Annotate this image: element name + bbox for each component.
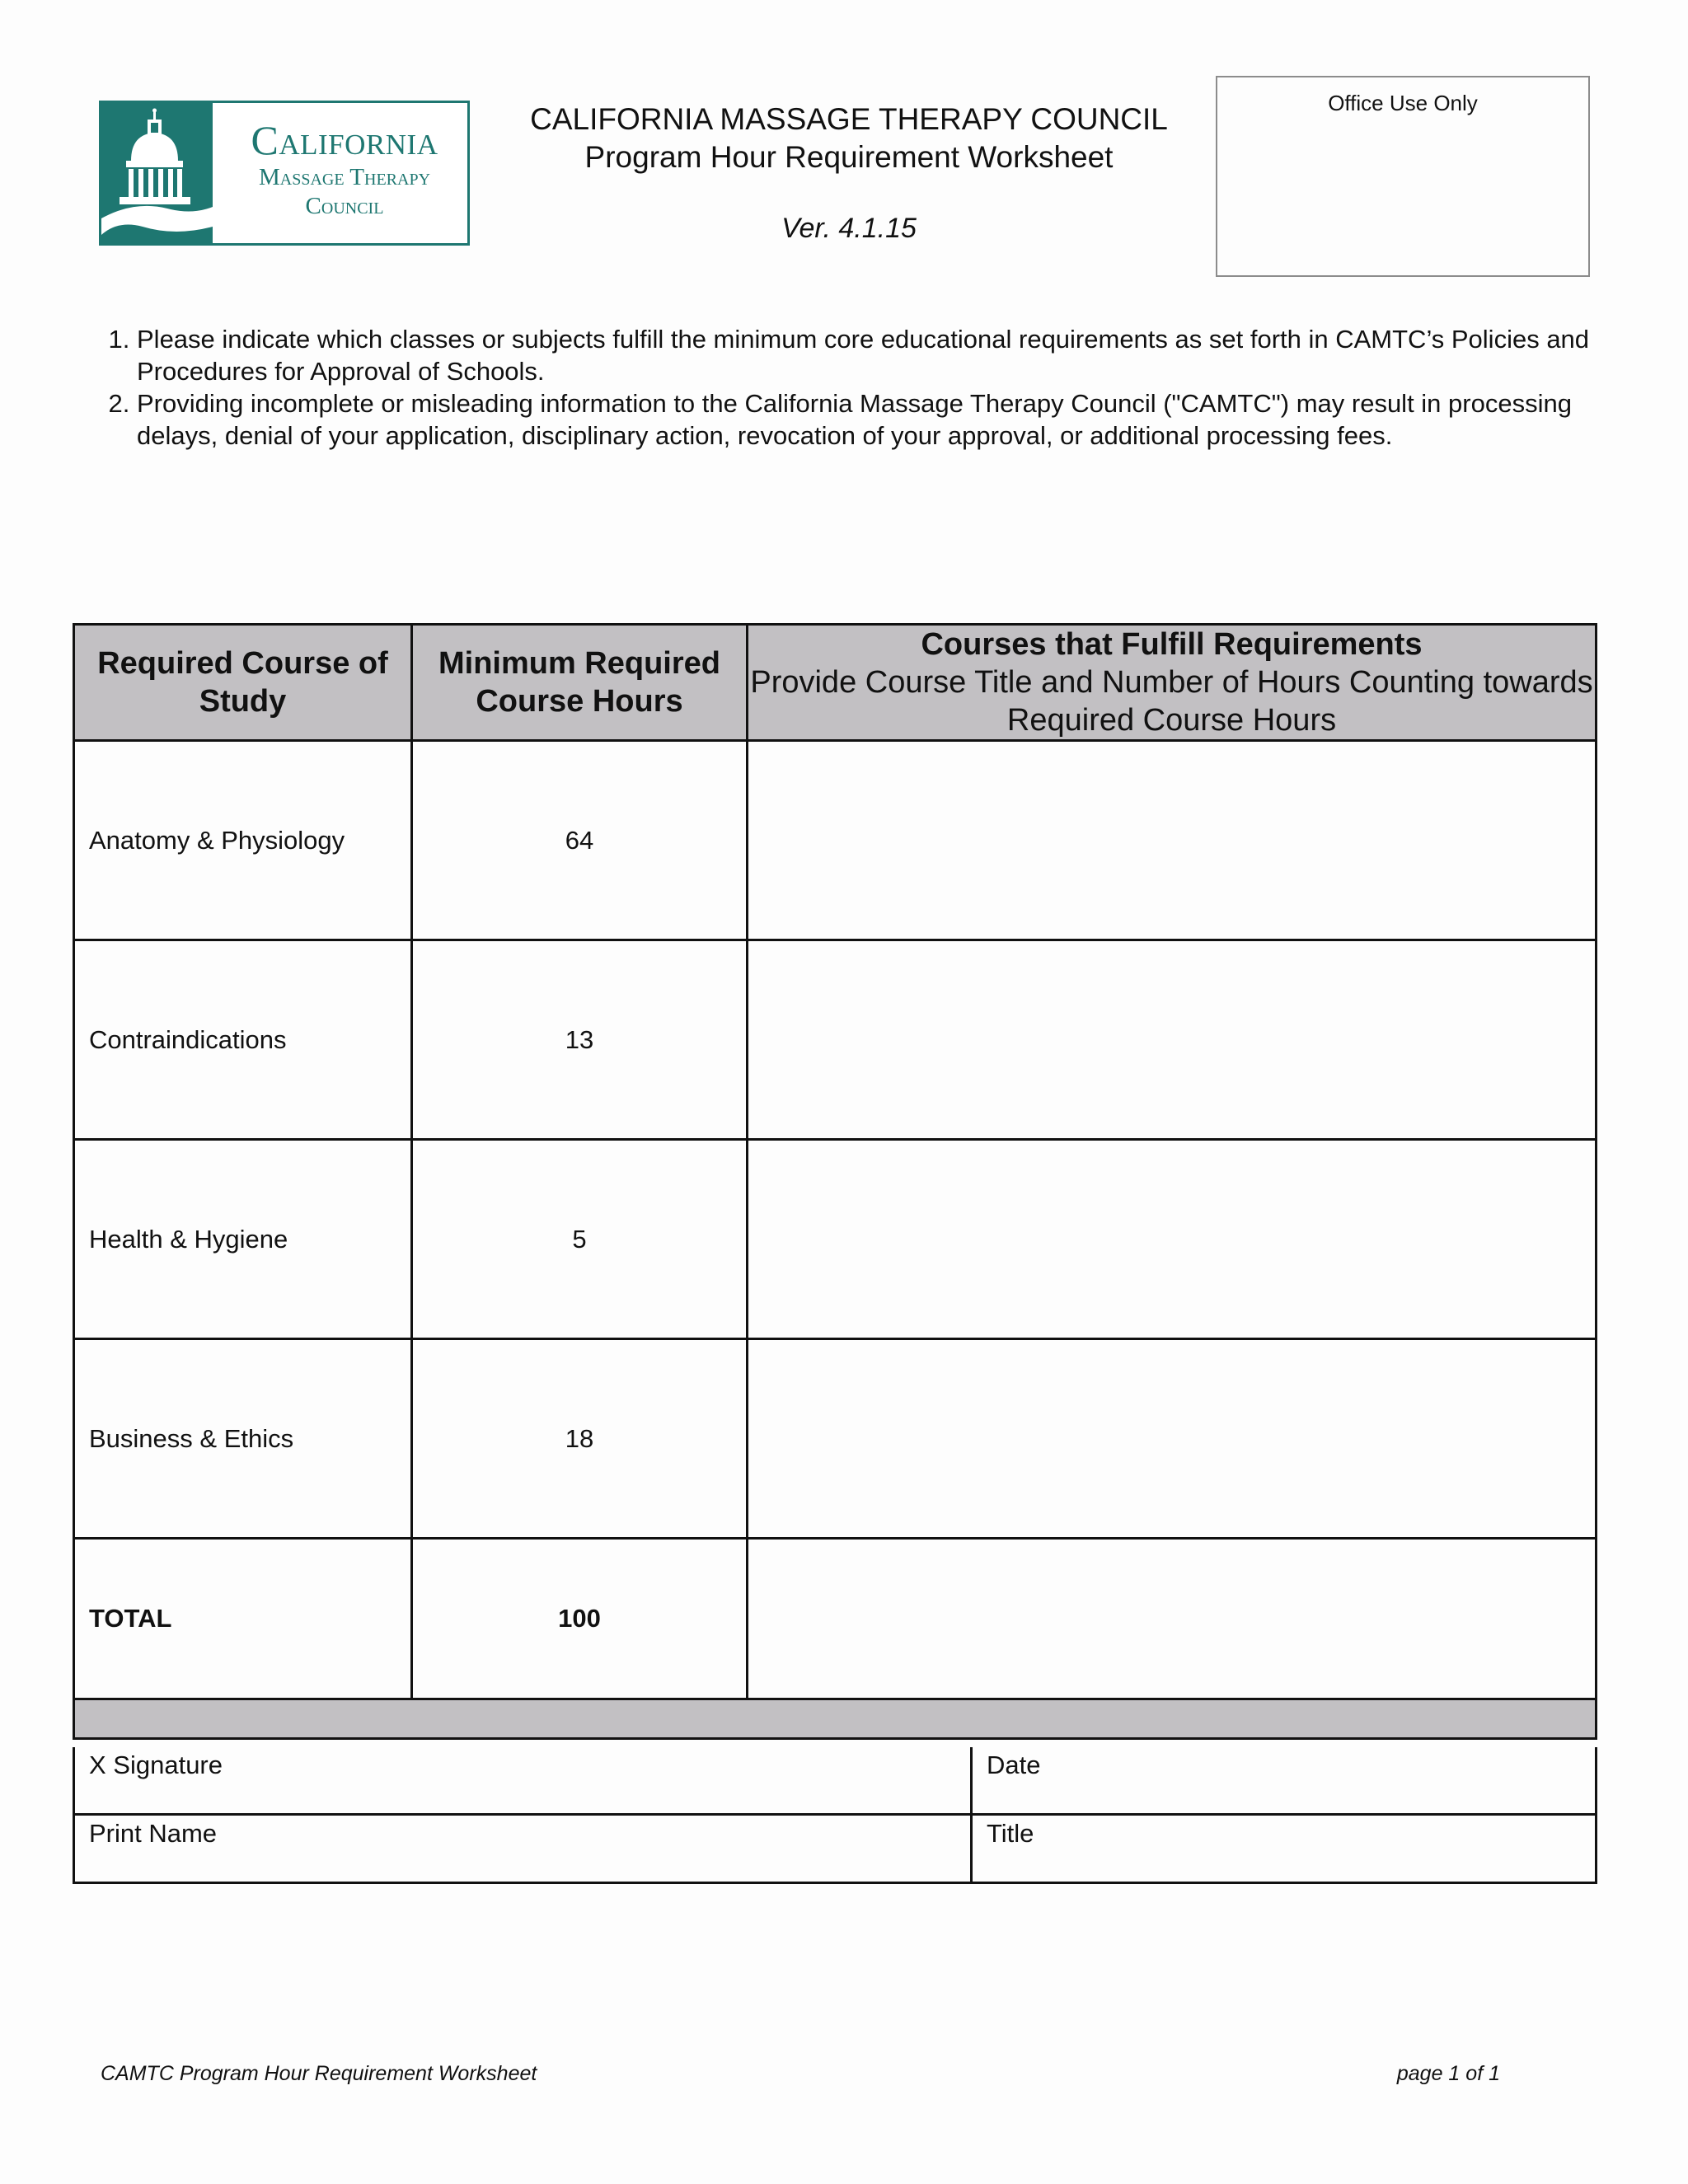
- header-required-course: Required Course of Study: [74, 625, 412, 741]
- title-field[interactable]: [972, 1815, 1597, 1883]
- fulfill-courses-field[interactable]: [748, 1140, 1597, 1339]
- total-hours: 100: [412, 1539, 748, 1699]
- office-use-only-box: [1216, 76, 1590, 277]
- table-row: [74, 1140, 1597, 1339]
- logo-wordmark: [221, 117, 468, 219]
- version-label: Ver. 4.1.15: [781, 213, 917, 244]
- document-header: [486, 101, 1212, 245]
- requirements-table: [73, 623, 1597, 1740]
- signature-label: X Signature: [89, 1750, 223, 1779]
- date-label: Date: [987, 1750, 1041, 1779]
- table-row: [74, 741, 1597, 940]
- separator-band: [74, 1699, 1597, 1739]
- table-row: [74, 940, 1597, 1140]
- header-courses-fulfill-title: Courses that Fulfill Requirements: [921, 627, 1423, 662]
- header-courses-fulfill: [748, 625, 1597, 741]
- print-name-field[interactable]: [74, 1815, 972, 1883]
- title-label: Title: [987, 1819, 1034, 1848]
- total-fulfill-field[interactable]: [748, 1539, 1597, 1699]
- signature-row: [74, 1747, 1597, 1815]
- fulfill-courses-field[interactable]: [748, 1339, 1597, 1539]
- total-label: TOTAL: [74, 1539, 412, 1699]
- signature-table: [73, 1747, 1597, 1884]
- header-minimum-hours: Minimum Required Course Hours: [412, 625, 748, 741]
- course-name-cell: Business & Ethics: [74, 1339, 412, 1539]
- instruction-item: 2. Providing incomplete or misleading information to the California Massage Therapy Council ("CAMTC") may result in processing delays, denial of your application, disciplinary action, revocation of your approval, or additional processing fees.: [137, 387, 1620, 452]
- total-row: [74, 1539, 1597, 1699]
- instructions-list: [97, 323, 1620, 452]
- signature-field[interactable]: [74, 1747, 972, 1815]
- course-hours-cell: 13: [412, 940, 748, 1140]
- course-hours-cell: 64: [412, 741, 748, 940]
- separator-band-cell: [74, 1699, 1597, 1739]
- logo-line-council: Council: [305, 193, 384, 219]
- course-name-cell: Health & Hygiene: [74, 1140, 412, 1339]
- course-name-cell: Anatomy & Physiology: [74, 741, 412, 940]
- header-courses-fulfill-subtitle: Provide Course Title and Number of Hours Counting towards Required Course Hours: [750, 665, 1593, 738]
- print-name-row: [74, 1815, 1597, 1883]
- date-field[interactable]: [972, 1747, 1597, 1815]
- form-title: Program Hour Requirement Worksheet: [584, 140, 1114, 174]
- course-hours-cell: 5: [412, 1140, 748, 1339]
- camtc-logo: [99, 101, 470, 246]
- course-name-cell: Contraindications: [74, 940, 412, 1140]
- logo-line-massage-therapy: Massage Therapy: [258, 164, 431, 190]
- table-row: [74, 1339, 1597, 1539]
- course-hours-cell: 18: [412, 1339, 748, 1539]
- fulfill-courses-field[interactable]: [748, 940, 1597, 1140]
- office-use-only-label: Office Use Only: [1328, 91, 1478, 115]
- footer-page-number: page 1 of 1: [1396, 2062, 1500, 2085]
- fulfill-courses-field[interactable]: [748, 741, 1597, 940]
- instruction-item: 1. Please indicate which classes or subjects fulfill the minimum core educational requirements as set forth in CAMTC’s Policies and Procedures for Approval of Schools.: [137, 323, 1620, 387]
- footer-document-name: CAMTC Program Hour Requirement Worksheet: [101, 2062, 537, 2085]
- logo-line-california: California: [251, 117, 438, 163]
- table-header-row: [74, 625, 1597, 741]
- print-name-label: Print Name: [89, 1819, 218, 1848]
- organization-name: CALIFORNIA MASSAGE THERAPY COUNCIL: [530, 102, 1168, 136]
